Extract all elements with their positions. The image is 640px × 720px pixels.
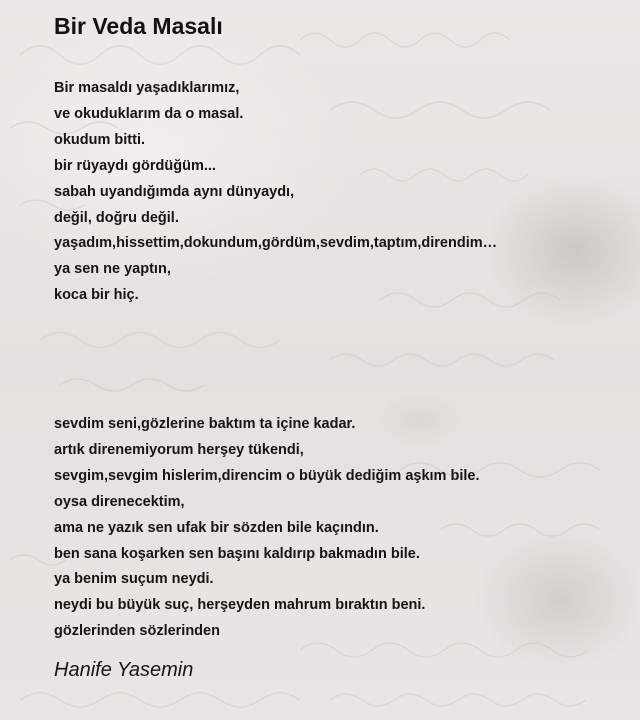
poem-line: gözlerinden sözlerinden bbox=[54, 623, 220, 640]
poem-line: bir rüyaydı gördüğüm... bbox=[54, 157, 216, 174]
poem-line: neydi bu büyük suç, herşeyden mahrum bıraktın beni. bbox=[54, 597, 426, 614]
poem-line: sevgim,sevgim hislerim,direncim o büyük dediğim aşkım bile. bbox=[54, 467, 480, 484]
poem-line: sabah uyandığımda aynı dünyaydı, bbox=[54, 183, 295, 200]
poem-line: ama ne yazık sen ufak bir sözden bile kaçındın. bbox=[54, 519, 379, 536]
poem-line: ben sana koşarken sen başını kaldırıp bakmadın bile. bbox=[54, 545, 420, 562]
poem-line: yaşadım,hissettim,dokundum,gördüm,sevdim,taptım,direndim… bbox=[54, 235, 498, 252]
poem-line: ve okuduklarım da o masal. bbox=[54, 105, 244, 122]
poem-line: Bir masaldı yaşadıklarımız, bbox=[54, 80, 240, 96]
poem-author: Hanife Yasemin bbox=[54, 659, 194, 681]
poem-stanza-1 bbox=[54, 76, 497, 309]
poem-line: artık direnemiyorum herşey tükendi, bbox=[54, 441, 304, 458]
poem-line: ya benim suçum neydi. bbox=[54, 571, 214, 588]
poem-line: ya sen ne yaptın, bbox=[54, 261, 171, 278]
poem-line: koca bir hiç. bbox=[54, 287, 139, 304]
poem-line: sevdim seni,gözlerine baktım ta içine kadar. bbox=[54, 416, 356, 432]
poem-line: oysa direnecektim, bbox=[54, 493, 185, 510]
poem-stanza-2 bbox=[54, 412, 479, 645]
poem-title: Bir Veda Masalı bbox=[54, 13, 223, 39]
poem-line: okudum bitti. bbox=[54, 131, 146, 148]
poem-line: değil, doğru değil. bbox=[54, 209, 179, 226]
